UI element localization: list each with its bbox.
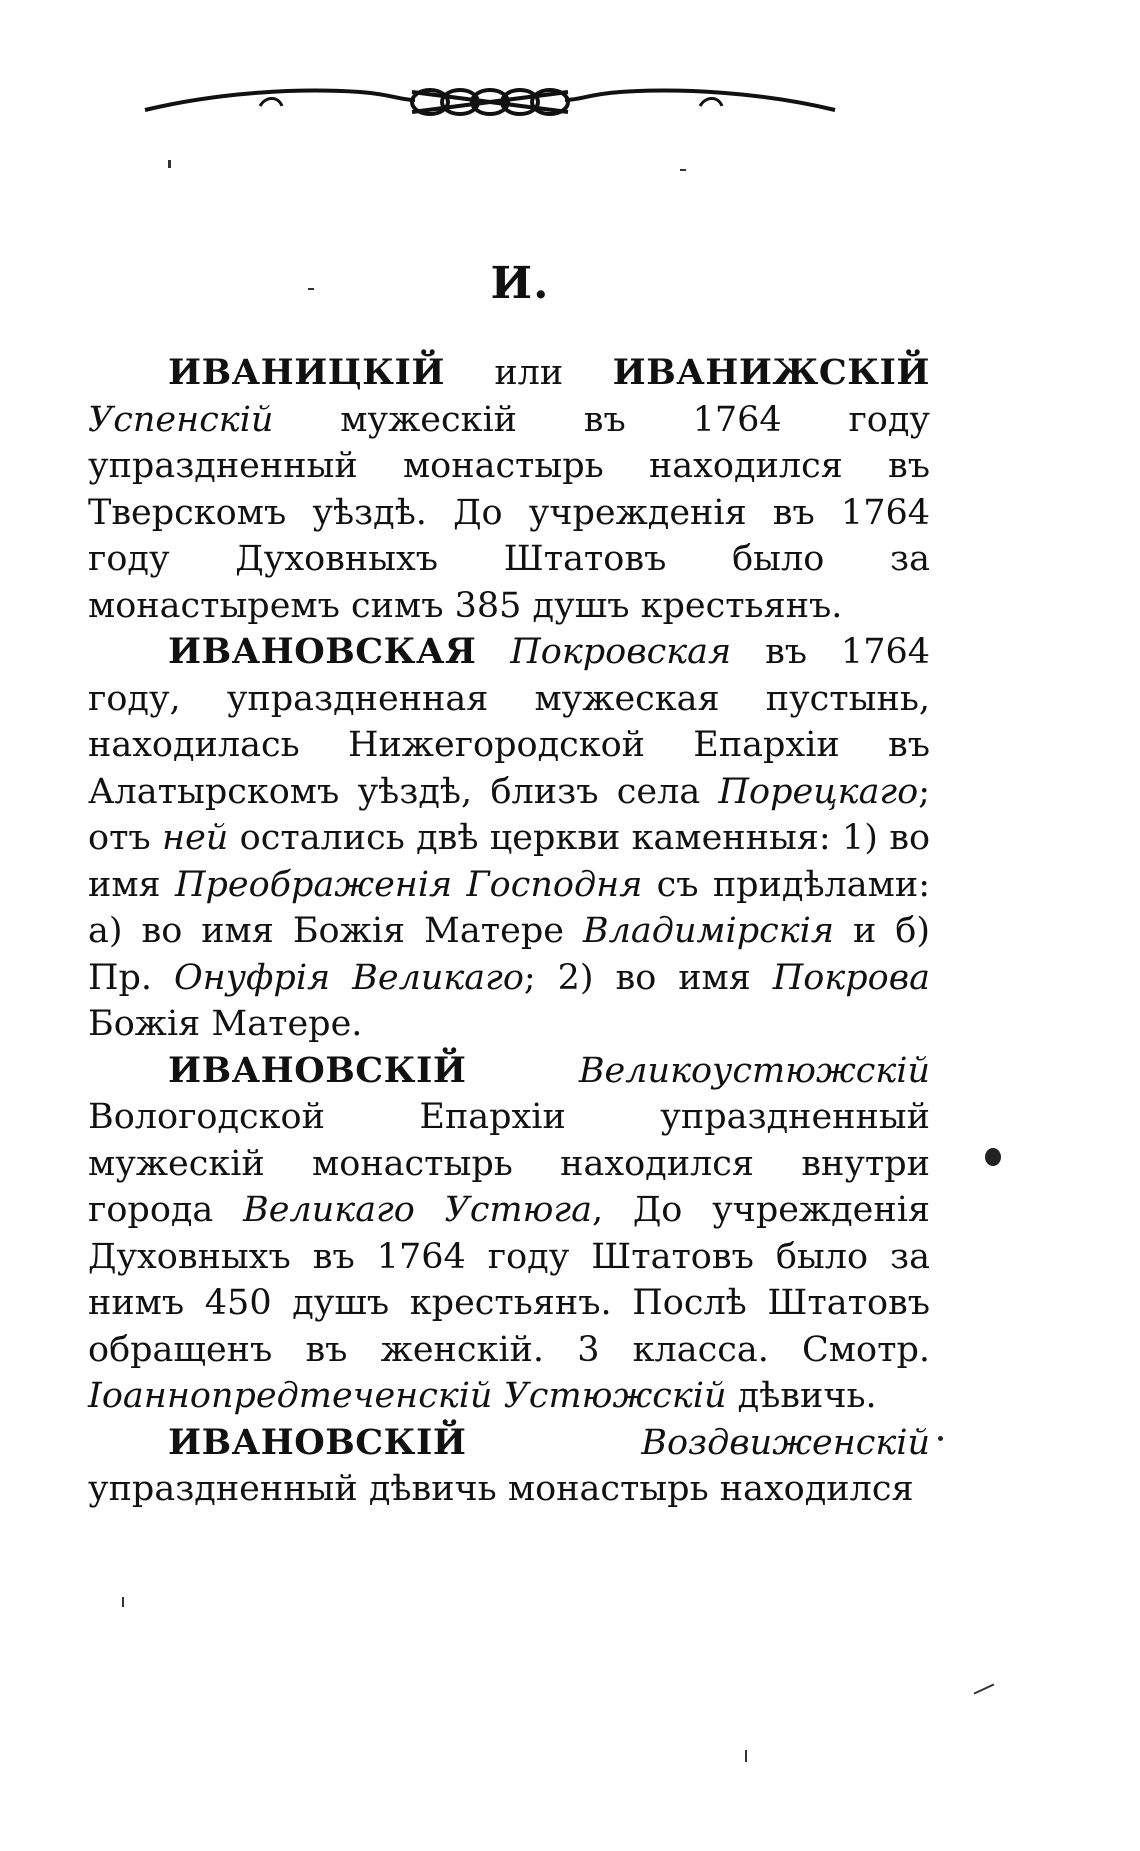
scan-mark bbox=[308, 288, 314, 290]
scan-speck bbox=[938, 1436, 943, 1441]
italic-name: Владимірскія bbox=[582, 911, 835, 951]
entry-text: ; отъ bbox=[88, 771, 930, 858]
entry-text: мужескій въ 1764 году упраздненный монастырь находился въ Тверскомъ уѣздѣ. До учрежденія въ 1764 году Духовныхъ Штатовъ было за монастыремъ симъ 385 душъ крестьянъ. bbox=[88, 399, 930, 626]
italic-name: Преображенія Господня bbox=[174, 864, 643, 905]
scan-mark bbox=[122, 1597, 124, 1607]
entry-text: и б) Пр. bbox=[88, 911, 930, 998]
italic-name: Покрова bbox=[772, 957, 930, 998]
italic-name: ней bbox=[162, 818, 229, 858]
italic-name: Успенскій bbox=[88, 399, 274, 440]
section-letter-heading: И. bbox=[490, 258, 550, 309]
entry-text: остались двѣ церкви каменныя: 1) во имя bbox=[88, 818, 931, 905]
entry-text: Вологодской Епархіи упраздненный мужескій монастырь находился внутри города bbox=[88, 1097, 930, 1230]
entry-paragraph bbox=[88, 1420, 930, 1513]
italic-name: Іоаннопредтеченскій Устюжскій bbox=[88, 1376, 727, 1416]
entry-text: или bbox=[444, 353, 613, 393]
entry-headword: ИВАНИЖСКІЙ bbox=[612, 352, 930, 393]
entry-paragraph bbox=[88, 629, 930, 1048]
italic-name: Воздвиженскій bbox=[466, 1422, 930, 1463]
entry-text: упраздненный дѣвичь монастырь находился bbox=[88, 1469, 914, 1509]
scan-mark bbox=[680, 169, 686, 171]
ornament-header-icon bbox=[140, 70, 840, 140]
italic-name: Покровская bbox=[476, 632, 732, 672]
scan-speck bbox=[985, 1148, 1001, 1166]
entry-text: ; 2) во имя bbox=[523, 957, 773, 998]
entry-paragraph bbox=[88, 350, 930, 629]
entry-headword: ИВАНОВСКІЙ bbox=[168, 1421, 467, 1463]
entry-text: дѣвичь. bbox=[726, 1376, 877, 1416]
entry-text: въ 1764 году, упраздненная мужеская пустынь, находилась Нижегородской Епархіи въ Алатырскомъ уѣздѣ, близъ села bbox=[88, 632, 931, 812]
italic-name: Порецкаго bbox=[718, 771, 919, 812]
entry-headword: ИВАНИЦКІЙ bbox=[168, 352, 445, 393]
entry-paragraph bbox=[88, 1048, 930, 1420]
entry-text: Божія Матере. bbox=[88, 1004, 363, 1044]
scan-mark bbox=[168, 160, 171, 168]
scan-mark bbox=[974, 1683, 995, 1694]
entries-text-block bbox=[88, 350, 930, 1513]
scan-mark bbox=[745, 1750, 747, 1762]
entry-text: , До учрежденія Духовныхъ въ 1764 году Штатовъ было за нимъ 450 душъ крестьянъ. Послѣ Штатовъ обращенъ въ женскій. 3 класса. Смотр. bbox=[88, 1190, 930, 1370]
entry-headword: ИВАНОВСКАЯ bbox=[168, 631, 477, 672]
entry-text: съ придѣлами: а) во имя Божія Матере bbox=[88, 864, 930, 951]
italic-name: Онуфрія Великаго bbox=[173, 957, 524, 998]
entry-headword: ИВАНОВСКІЙ bbox=[168, 1049, 467, 1091]
italic-name: Великаго Устюга bbox=[243, 1190, 592, 1230]
italic-name: Великоустюжскій bbox=[466, 1050, 930, 1091]
